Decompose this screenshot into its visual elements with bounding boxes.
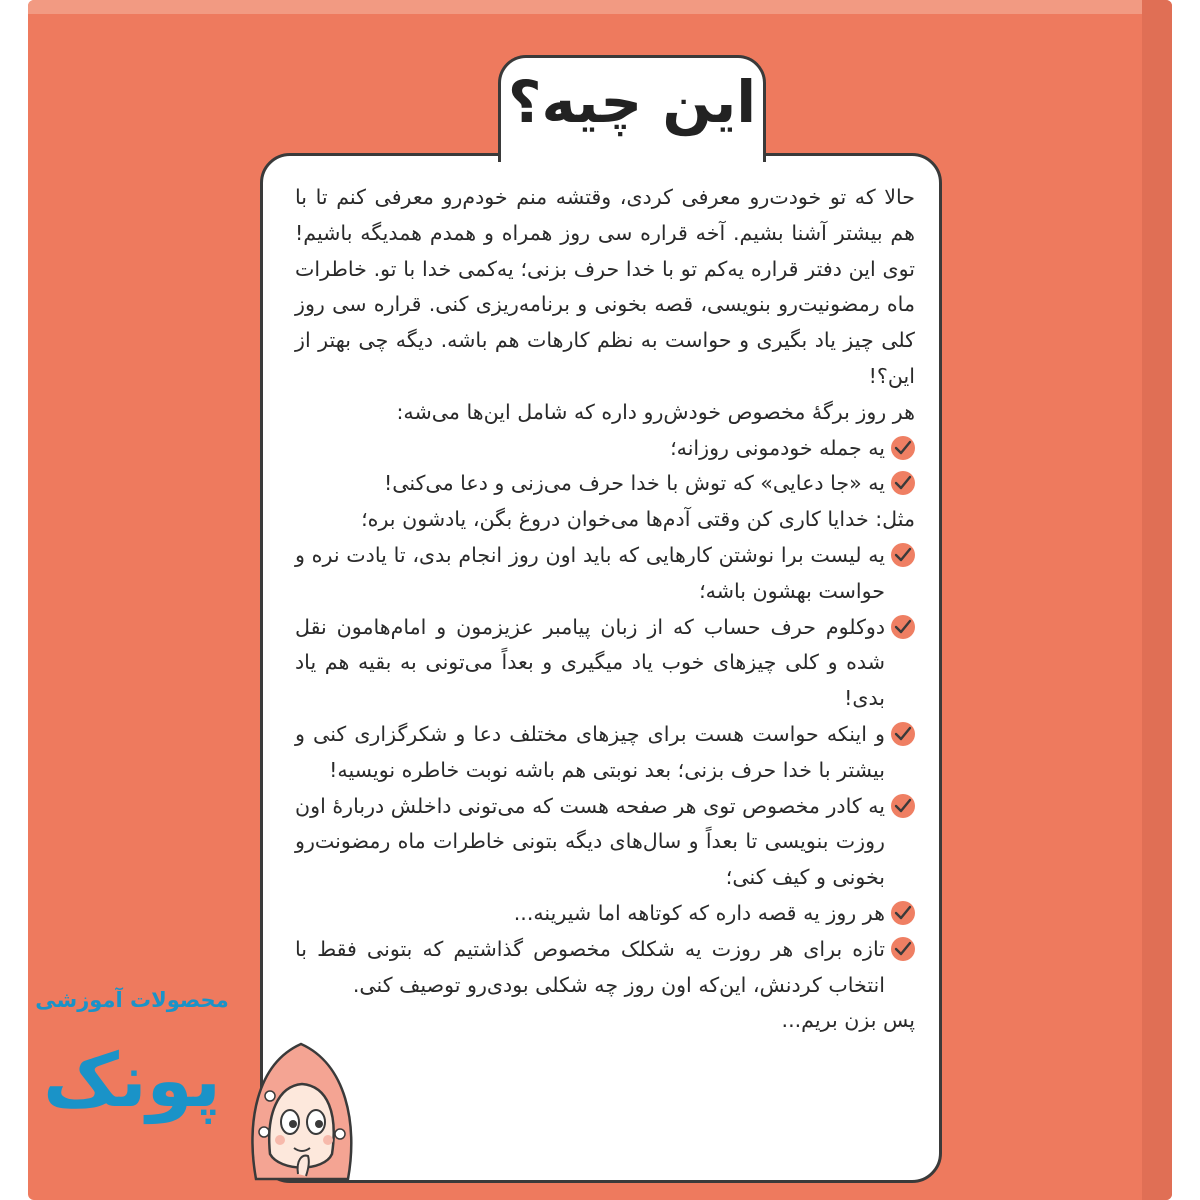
list-item-text: هر روز یه قصه داره که کوتاهه اما شیرینه...	[513, 900, 885, 925]
list-item-text: یه لیست برا نوشتن کارهایی که باید اون روز انجام بدی، تا یادت نره و حواست بهشون باشه؛	[295, 542, 885, 603]
intro-lead: هر روز برگهٔ مخصوص خودش‌رو داره که شامل این‌ها می‌شه:	[396, 399, 915, 424]
list-item-text: یه کادر مخصوص توی هر صفحه هست که می‌تونی داخلش دربارهٔ اون روزت بنویسی تا بعداً و سال‌های دیگه بتونی خاطرات ماه رمضونت‌رو بخونی و کیف کنی؛	[295, 793, 885, 890]
example-text: مثل: خدایا کاری کن وقتی آدم‌ها می‌خوان دروغ بگن، یادشون بره؛	[361, 507, 915, 532]
list-item	[295, 932, 915, 1004]
intro-paragraph: حالا که تو خودت‌رو معرفی کردی، وقتشه منم خودم‌رو معرفی کنم تا با هم بیشتر آشنا بشیم. آخه قراره سی روز همراه و همدم همدیگه باشیم! توی این دفتر قراره یه‌کم تو با خدا حرف بزنی؛ یه‌کمی خدا با تو. خاطرات ماه رمضونیت‌رو بنویسی، قصه بخونی و برنامه‌ریزی کنی. قراره سی روز کلی چیز یاد بگیری و حواست به نظم کارهات هم باشه. دیگه چی بهتر از این؟!	[295, 185, 915, 388]
check-icon	[891, 794, 915, 818]
check-icon	[891, 543, 915, 567]
body-text	[295, 180, 915, 1039]
list-item	[295, 538, 915, 610]
check-icon	[891, 436, 915, 460]
list-item	[295, 431, 915, 467]
brand-name: پونک	[43, 1038, 221, 1124]
cover-spine-shade	[1142, 0, 1172, 1200]
brand-subtitle: محصولات آموزشی	[35, 988, 229, 1012]
cover-top-edge	[28, 0, 1172, 14]
check-icon	[891, 615, 915, 639]
closing-text: پس بزن بریم...	[781, 1008, 915, 1033]
check-icon	[891, 722, 915, 746]
girl-illustration	[236, 1004, 366, 1184]
list-item-text: و اینکه حواست هست برای چیزهای مختلف دعا و شکرگزاری کنی و بیشتر با خدا حرف بزنی؛ بعد نوبتی هم باشه نوبت خاطره نویسیه!	[295, 721, 885, 782]
list-item	[295, 466, 915, 502]
list-item	[295, 717, 915, 789]
title-tab	[498, 55, 766, 162]
check-icon	[891, 937, 915, 961]
list-item-text: یه «جا دعایی» که توش با خدا حرف می‌زنی و دعا می‌کنی!	[383, 471, 885, 496]
list-item-text: یه جمله خودمونی روزانه؛	[670, 435, 885, 460]
list-item-text: دوکلوم حرف حساب که از زبان پیامبر عزیزمون و امام‌هامون نقل شده و کلی چیزهای خوب یاد میگیری و بعداً می‌تونی به بقیه هم یاد بدی!	[295, 614, 885, 711]
check-icon	[891, 471, 915, 495]
brand-logo	[22, 988, 242, 1168]
list-item	[295, 610, 915, 717]
list-item	[295, 896, 915, 932]
list-item	[295, 789, 915, 896]
list-item-text: تازه برای هر روزت یه شکلک مخصوص گذاشتیم که بتونی فقط با انتخاب کردنش، این‌که اون روز چه شکلی بودی‌رو توصیف کنی.	[295, 936, 885, 997]
check-icon	[891, 901, 915, 925]
title-tab-join	[501, 150, 757, 162]
page-title: این چیه؟	[507, 68, 757, 136]
